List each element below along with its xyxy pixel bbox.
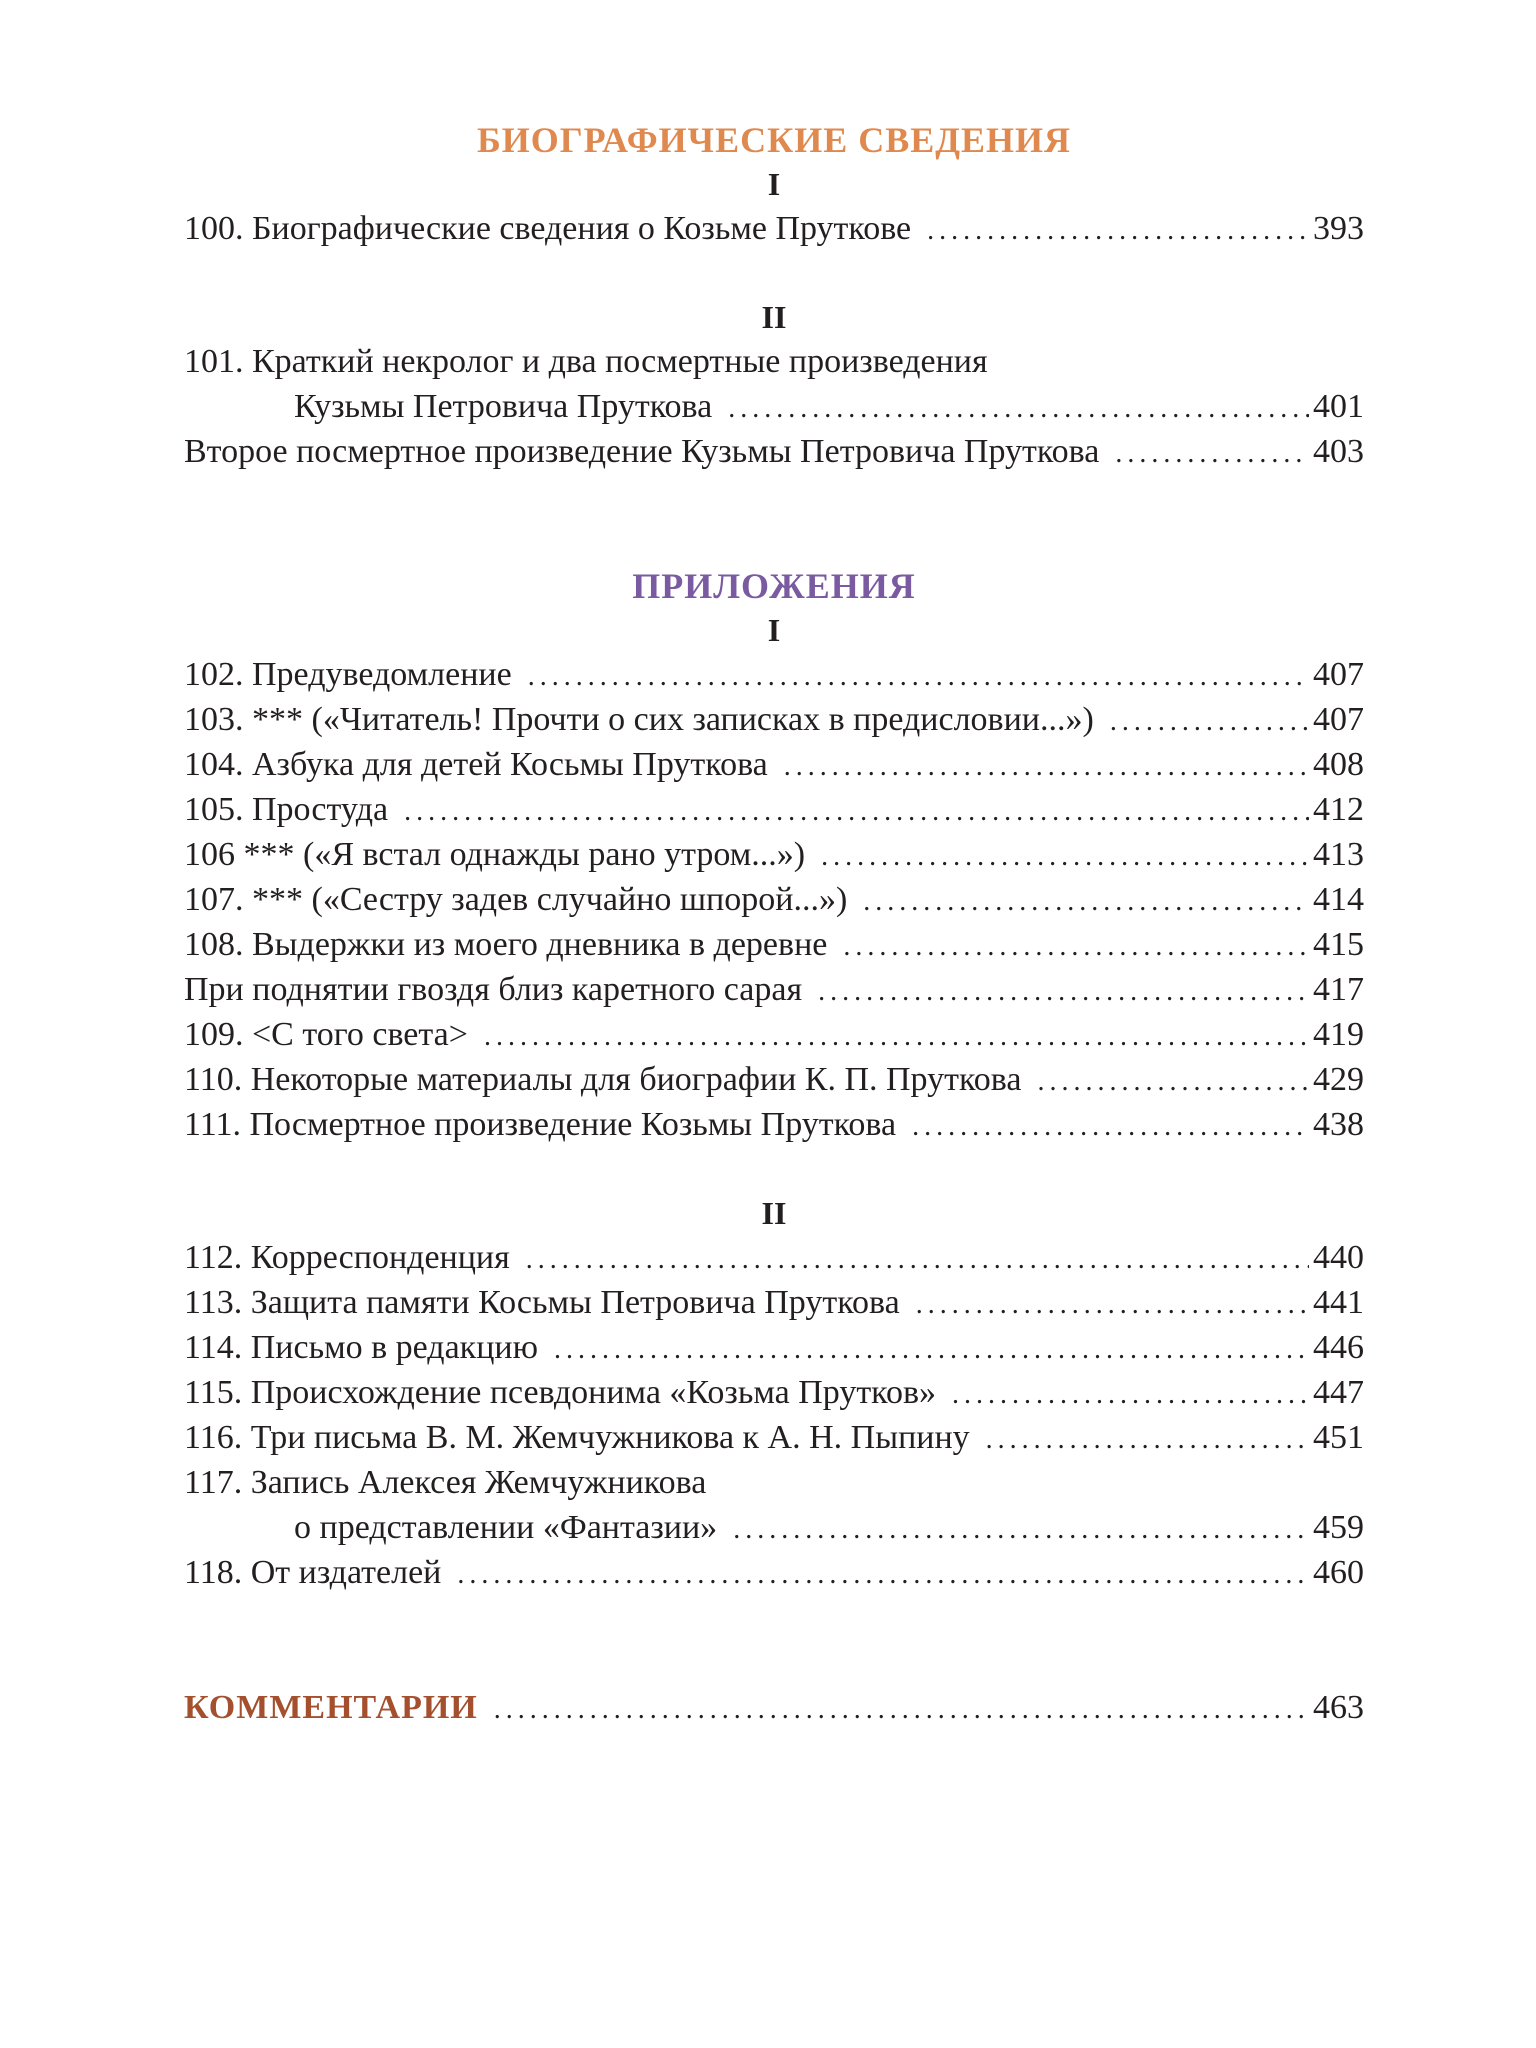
leader-dots [952,1372,1309,1417]
entry-title: 110. Некоторые материалы для биографии К. П. Пруткова [184,1061,1022,1098]
entry-page: 441 [1313,1284,1364,1321]
leader-dots [818,969,1309,1014]
leader-dots [728,386,1309,431]
entry-page: 403 [1313,433,1364,470]
entry-title: 118. От издателей [184,1554,442,1591]
entry-title: 105. Простуда [184,791,389,828]
leader-dots [554,1327,1309,1372]
entry-title: 104. Азбука для детей Косьмы Пруткова [184,746,768,783]
entry-page: 447 [1313,1374,1364,1411]
entry-page: 412 [1313,791,1364,828]
leader-dots [1110,699,1309,744]
toc-entry-commentary[interactable] [184,1685,1364,1730]
toc-entry[interactable] [184,206,1364,251]
entry-page: 440 [1313,1239,1364,1276]
entry-title: 111. Посмертное произведение Козьмы Пруткова [184,1106,897,1143]
entry-page: 407 [1313,701,1364,738]
bio-part-1: I [767,166,781,202]
entry-page: 413 [1313,836,1364,873]
leader-dots [484,1014,1309,1059]
leader-dots [927,208,1309,253]
leader-dots [526,1237,1309,1282]
app-part-2-list [184,1235,1364,1460]
leader-dots [916,1282,1309,1327]
app-section-title: ПРИЛОЖЕНИЯ [632,566,916,606]
toc-entry[interactable] [184,1280,1364,1325]
bio-section-title: БИОГРАФИЧЕСКИЕ СВЕДЕНИЯ [476,120,1072,160]
app-part-2: II [761,1195,787,1231]
toc-entry[interactable] [184,877,1364,922]
toc-entry[interactable] [184,967,1364,1012]
toc-entry[interactable] [184,922,1364,967]
toc-entry[interactable] [184,1102,1364,1147]
bio-part-2: II [761,299,787,335]
entry-title: 103. *** («Читатель! Прочти о сих записках в предисловии...») [184,701,1094,738]
leader-dots [528,654,1309,699]
leader-dots [457,1552,1309,1597]
entry-page: 429 [1313,1061,1364,1098]
toc-entry[interactable] [184,1235,1364,1280]
entry-title: 107. *** («Сестру задев случайно шпорой...») [184,881,848,918]
entry-title: 106 *** («Я встал однажды рано утром...») [184,836,806,873]
toc-entry[interactable] [184,1505,1364,1550]
entry-title: о представлении «Фантазии» [294,1509,718,1546]
entry-title: 113. Защита памяти Косьмы Петровича Пруткова [184,1284,900,1321]
entry-page: 393 [1313,210,1364,247]
toc-entry[interactable] [184,832,1364,877]
entry-title: Кузьмы Петровича Пруткова [294,388,713,425]
leader-dots [863,879,1309,924]
entry-title: 100. Биографические сведения о Козьме Пруткове [184,210,912,247]
entry-page: 438 [1313,1106,1364,1143]
entry-title: 108. Выдержки из моего дневника в деревне [184,926,828,963]
app-part-1: I [767,612,781,648]
entry-page: 459 [1313,1509,1364,1546]
leader-dots [404,789,1309,834]
entry-page: 407 [1313,656,1364,693]
leader-dots [733,1507,1309,1552]
entry-title: Второе посмертное произведение Кузьмы Петровича Пруткова [184,433,1100,470]
entry-title: 115. Происхождение псевдонима «Козьма Прутков» [184,1374,937,1411]
toc-page [184,118,1364,1730]
entry-page: 446 [1313,1329,1364,1366]
leader-dots [912,1104,1309,1149]
leader-dots [784,744,1309,789]
toc-entry[interactable] [184,787,1364,832]
toc-entry[interactable] [184,384,1364,429]
entry-page: 451 [1313,1419,1364,1456]
toc-entry[interactable] [184,1057,1364,1102]
entry-page: 408 [1313,746,1364,783]
entry-title: 109. <С того света> [184,1016,468,1053]
entry-title: 102. Предуведомление [184,656,512,693]
entry-page: 417 [1313,971,1364,1008]
toc-entry[interactable] [184,1550,1364,1595]
entry-title-line[interactable]: 117. Запись Алексея Жемчужникова [184,1464,707,1501]
entry-page: 460 [1313,1554,1364,1591]
leader-dots [494,1687,1309,1732]
leader-dots [843,924,1309,969]
toc-entry[interactable] [184,742,1364,787]
toc-entry[interactable] [184,652,1364,697]
toc-entry[interactable] [184,1012,1364,1057]
app-part-1-list [184,652,1364,1147]
entry-page: 401 [1313,388,1364,425]
entry-title: 116. Три письма В. М. Жемчужникова к А. Н. Пыпину [184,1419,970,1456]
toc-entry[interactable] [184,1415,1364,1460]
leader-dots [821,834,1309,879]
entry-page: 414 [1313,881,1364,918]
commentary-title: КОММЕНТАРИИ [184,1689,478,1726]
leader-dots [986,1417,1309,1462]
toc-entry[interactable] [184,1370,1364,1415]
entry-page: 415 [1313,926,1364,963]
entry-title: 114. Письмо в редакцию [184,1329,538,1366]
toc-entry[interactable] [184,429,1364,474]
entry-page: 463 [1313,1689,1364,1726]
leader-dots [1037,1059,1309,1104]
entry-page: 419 [1313,1016,1364,1053]
entry-title: При поднятии гвоздя близ каретного сарая [184,971,803,1008]
toc-entry[interactable] [184,697,1364,742]
leader-dots [1115,431,1309,476]
toc-entry[interactable] [184,1325,1364,1370]
entry-title: 112. Корреспонденция [184,1239,510,1276]
entry-title-line[interactable]: 101. Краткий некролог и два посмертные произведения [184,343,988,380]
